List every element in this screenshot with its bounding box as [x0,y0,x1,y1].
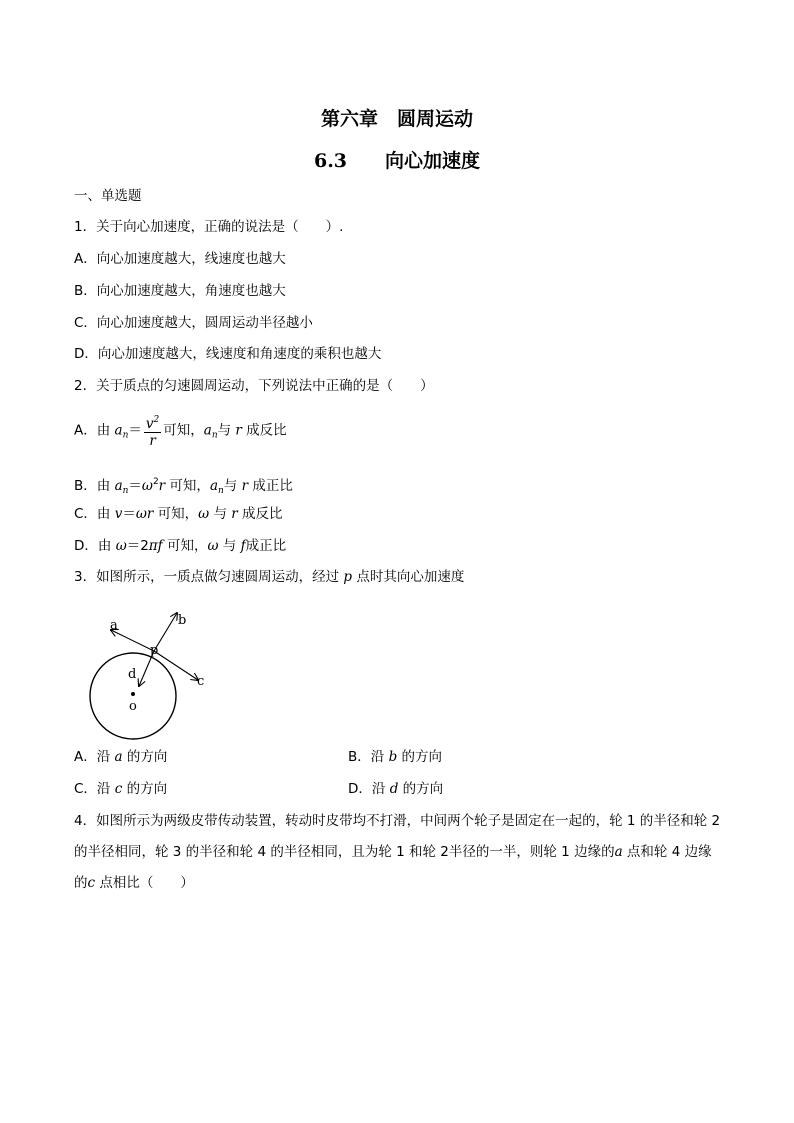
q2a-var-v: v [145,416,154,432]
q2c-label: C．由 [74,506,115,522]
q2d-var-f2: f [240,538,246,554]
q3d-pre: D．沿 [348,781,390,797]
q1-option-b: B．向心加速度越大，角速度也越大 [74,283,286,299]
q2d-mid: 与 [218,538,241,554]
q2a-var-r: r [235,422,242,439]
q2b-sub-n: n [122,486,129,496]
label-o: o [129,699,137,714]
center-dot [131,692,135,696]
q2a-sub-n: n [122,430,129,441]
q3a-pre: A．沿 [74,749,115,765]
q2d-var-pi: π [148,538,158,554]
q3d-post: 的方向 [398,781,444,797]
q2d-tail1: 可知， [162,538,208,554]
q3-stem [74,568,464,586]
q2c-var-r: r [146,506,154,522]
q3a-post: 的方向 [122,749,168,765]
section-label: 一、单选题 [74,188,142,204]
chapter-title: 第六章 圆周运动 [320,108,473,130]
q2c-var-omega: ω [135,506,147,522]
q2b-sub-n2: n [218,486,224,496]
q2-option-b [74,473,293,500]
q4-var-c: c [87,875,96,891]
q2a-var-a2: a [203,422,212,439]
arrow-c [154,651,198,680]
q2b-var-omega: ω [141,478,153,494]
q2a-sub-n2: n [211,430,218,441]
q2a-eq: ＝ [128,422,142,439]
q3b-var: b [388,749,398,765]
q1-option-d: D．向心加速度越大，线速度和角速度的乘积也越大 [74,346,382,362]
circular-motion-figure [80,608,220,748]
q3-option-a [74,748,167,766]
q4-text-2: 点和轮 4 边缘的 [74,844,712,891]
q2-option-c [74,505,283,523]
q2d-label: D．由 [74,538,116,554]
q2c-var-v: v [114,506,123,522]
arrow-a [111,630,154,651]
q3-option-d [348,780,443,798]
label-b: b [178,613,187,628]
q2c-mid: 与 [209,506,232,522]
q2d-tail2: 成正比 [245,538,287,554]
q2b-tail2: 成正比 [248,478,293,494]
section-title: 6.3 向心加速度 [313,150,481,172]
q2a-tail2: 成反比 [241,422,287,439]
q3d-var: d [389,781,399,797]
q2a-label: A．由 [74,422,115,439]
q2c-tail1: 可知， [153,506,199,522]
q2c-var-omega2: ω [198,506,210,522]
q2c-var-r2: r [231,506,238,522]
q4-stem [74,806,724,899]
q3b-post: 的方向 [397,749,443,765]
q3-option-b [348,748,442,766]
q3-stem-post: 点时其向心加速度 [352,569,465,585]
q4-text-1: 4．如图所示为两级皮带传动装置，转动时皮带均不打滑，中间两个轮子是固定在一起的，轮 1 的半径和轮 2 的半径相同，轮 3 的半径和轮 4 的半径相同，且为轮 1 和轮 2半径的一半，则轮 1 边缘的 [74,813,721,860]
q2b-var-r2: r [241,478,249,494]
q3c-var: c [114,781,123,797]
q2d-var-f: f [157,538,163,554]
q2d-eq: ＝2 [126,538,149,554]
q2b-mid: 与 [223,478,242,494]
label-a: a [110,618,118,633]
q2a-denominator: r [149,433,156,449]
q1-option-c: C．向心加速度越大，圆周运动半径越小 [74,315,313,331]
q2a-var-a: a [114,422,123,439]
q3-option-c [74,780,167,798]
q2a-exp: 2 [153,415,160,425]
q2b-eq: ＝ [128,478,142,494]
q2a-tail1: 可知， [163,422,204,439]
q2b-var-r: r [158,478,166,494]
q3a-var: a [114,749,123,765]
q2b-tail1: 可知， [165,478,210,494]
q2b-var-a: a [114,478,123,494]
q2b-var-a2: a [209,478,218,494]
q3c-post: 的方向 [122,781,168,797]
q2d-var-omega: ω [115,538,127,554]
q2b-label: B．由 [74,478,115,494]
q4-var-a: a [614,844,623,860]
q2d-var-omega2: ω [207,538,219,554]
q2-option-d [74,537,286,555]
q1-option-a: A．向心加速度越大，线速度也越大 [74,251,286,267]
q3c-pre: C．沿 [74,781,115,797]
q4-text-3: 点相比（ ） [95,875,194,891]
q2c-tail2: 成反比 [237,506,283,522]
q2a-fraction [144,412,161,449]
q2-option-a [74,412,287,452]
q3-stem-var-p: p [343,569,353,585]
q3b-pre: B．沿 [348,749,389,765]
label-d: d [128,667,137,682]
q2a-numerator [144,412,161,433]
label-c: c [197,674,205,689]
q2c-eq: ＝ [122,506,136,522]
q3-stem-pre: 3．如图所示，一质点做匀速圆周运动，经过 [74,569,344,585]
q2-stem: 2．关于质点的匀速圆周运动，下列说法中正确的是（ ） [74,378,434,394]
q1-stem: 1．关于向心加速度，正确的说法是（ ）. [74,219,344,235]
q2b-exp: 2 [152,477,159,487]
label-p: p [150,643,159,658]
q2a-mid: 与 [217,422,236,439]
